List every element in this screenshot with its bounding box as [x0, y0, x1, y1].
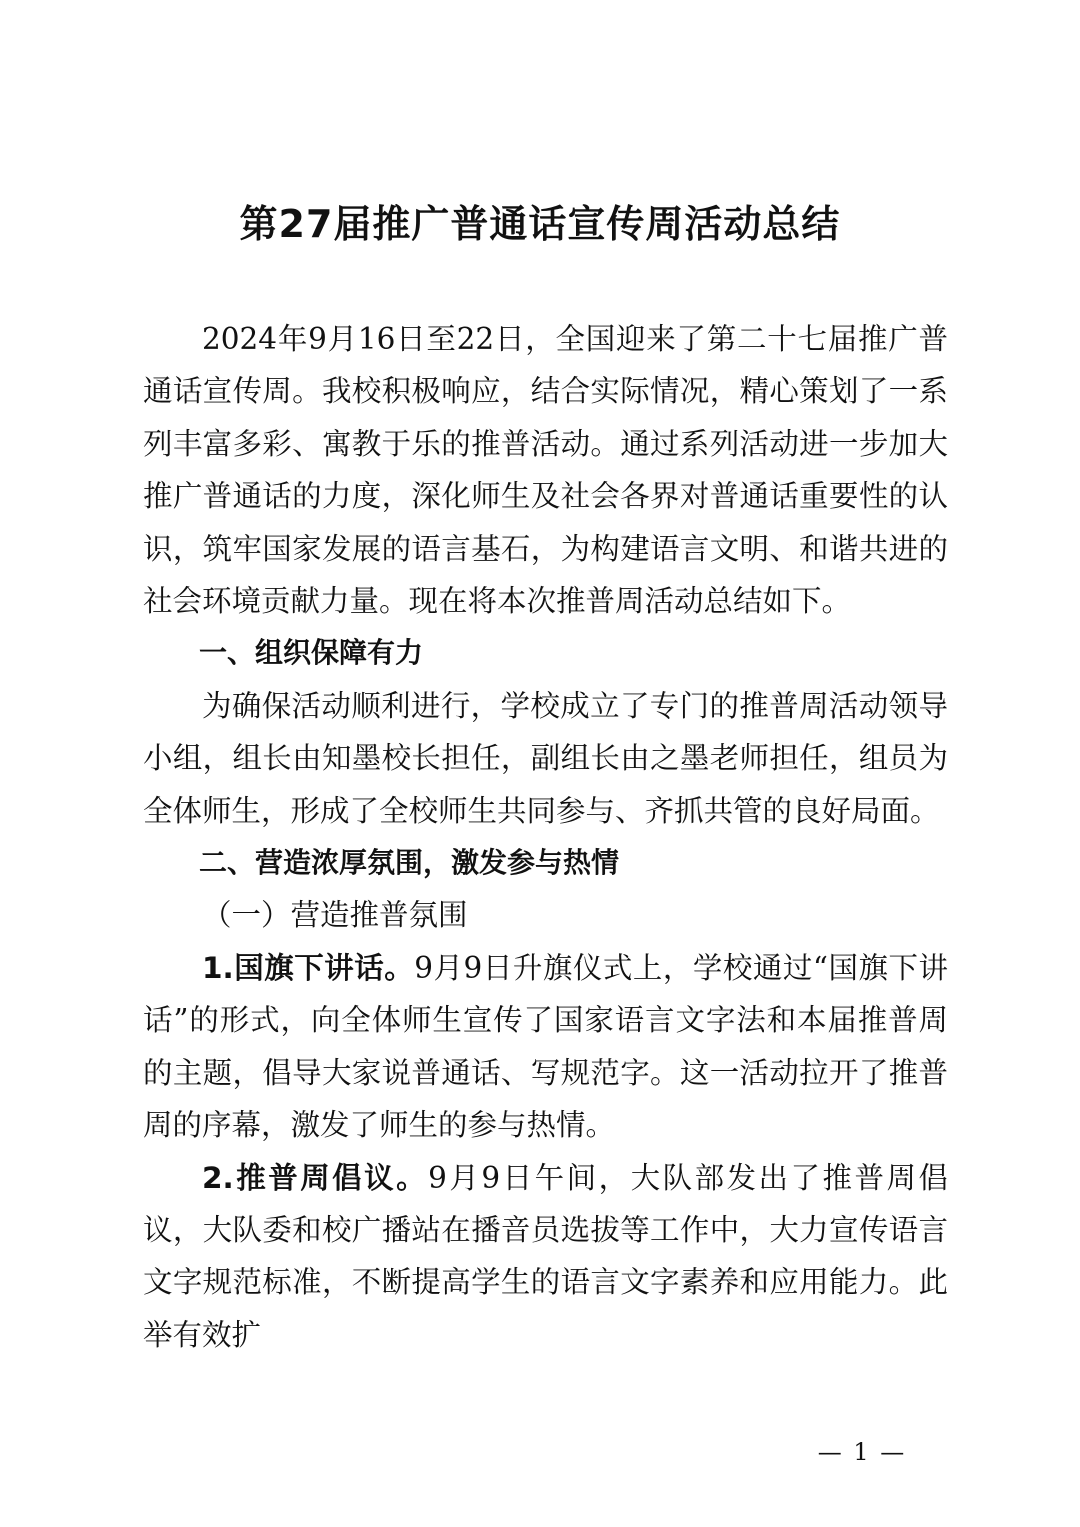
section-1-heading: 一、组织保障有力 [199, 636, 424, 670]
intro-paragraph: 2024年9月16日至22日，全国迎来了第二十七届推广普通话宣传周。我校积极响应，结合实际情况，精心策划了一系列丰富多彩、寓教于乐的推普活动。通过系列活动进一步加大推广普通话的力度，深化师生及社会各界对普通话重要性的认识，筑牢国家发展的语言基石，为构建语言文明、和谐共进的社会环境贡献力量。现在将本次推普周活动总结如下。 [143, 322, 948, 619]
page-number: — 1 — [817, 1438, 907, 1466]
section-2-subheading: （一）营造推普氛围 [202, 898, 468, 933]
item-2-lead: 2.推普周倡议。 [202, 1160, 429, 1195]
document-title: 第27届推广普通话宣传周活动总结 [239, 202, 841, 246]
section-1-paragraph: 为确保活动顺利进行，学校成立了专门的推普周活动领导小组，组长由知墨校长担任，副组长由之墨老师担任，组员为全体师生，形成了全校师生共同参与、齐抓共管的良好局面。 [143, 688, 948, 828]
item-2-text: 9月9日午间，大队部发出了推普周倡议，大队委和校广播站在播音员选拔等工作中，大力宣传语言文字规范标准，不断提高学生的语言文字素养和应用能力。此举有效扩 [143, 1160, 948, 1352]
item-1-lead: 1.国旗下讲话。 [202, 950, 415, 985]
item-2-paragraph [143, 1152, 948, 1362]
item-1-text: 9月9日升旗仪式上，学校通过“国旗下讲话”的形式，向全体师生宣传了国家语言文字法和本届推普周的主题，倡导大家说普通话、写规范字。这一活动拉开了推普周的序幕，激发了师生的参与热情。 [143, 950, 949, 1143]
item-1-paragraph [143, 942, 948, 1152]
document-body [143, 313, 948, 1361]
section-2-heading: 二、营造浓厚氛围，激发参与热情 [199, 846, 620, 880]
